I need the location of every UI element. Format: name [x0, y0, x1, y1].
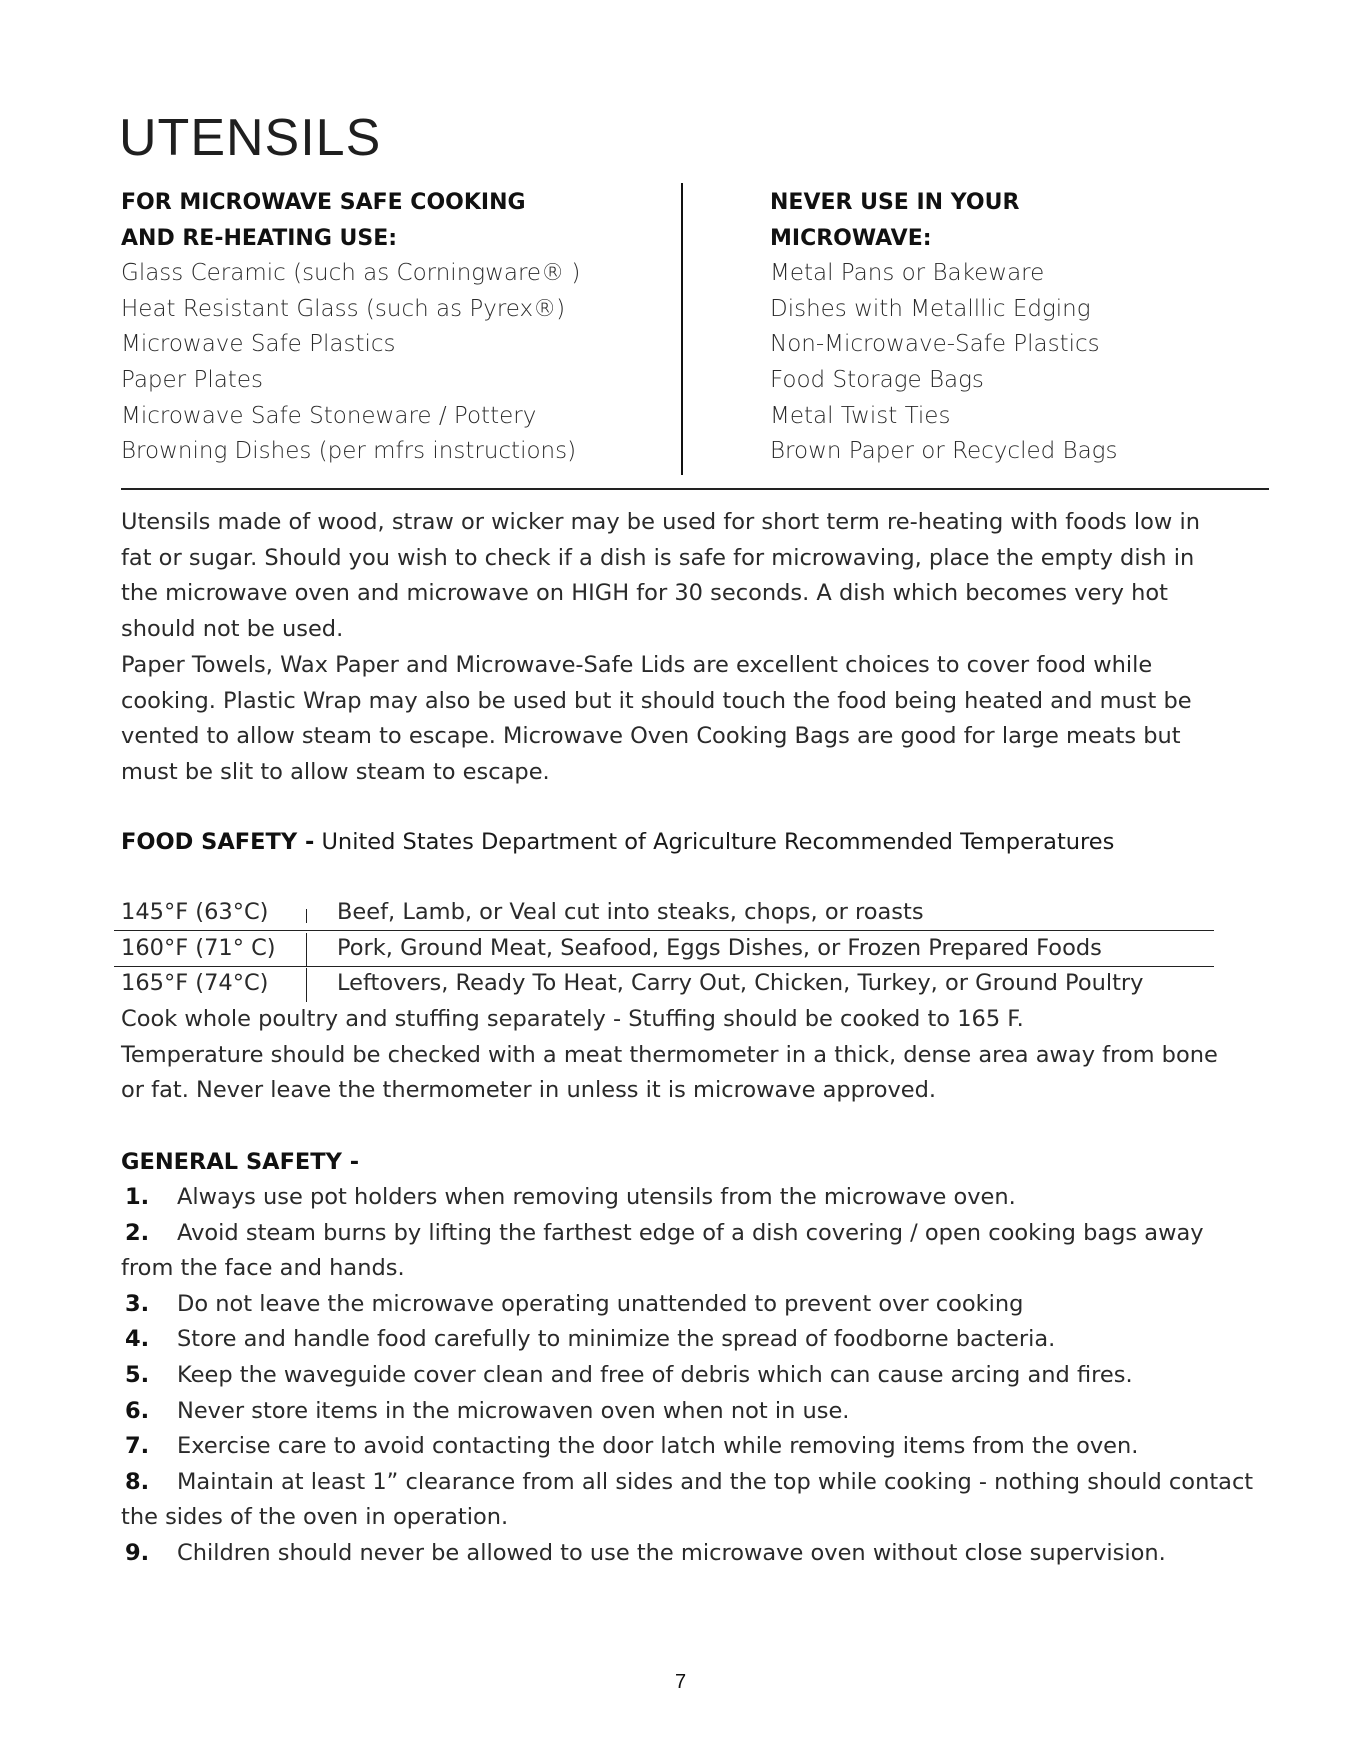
- safe-utensils-heading-line2: AND RE-HEATING USE:: [121, 225, 398, 251]
- table-row: [114, 931, 1214, 967]
- cell-separator: [306, 968, 307, 1002]
- safe-utensil-item: Heat Resistant Glass (such as Pyrex®): [121, 295, 566, 322]
- safe-utensils-heading-line1: FOR MICROWAVE SAFE COOKING: [121, 190, 526, 215]
- page-number: 7: [674, 1671, 687, 1693]
- list-number: 4.: [125, 1326, 150, 1353]
- safe-utensil-item: Browning Dishes (per mfrs instructions): [121, 438, 577, 465]
- list-text: Keep the waveguide cover clean and free of debris which can cause arcing and fires.: [177, 1361, 1133, 1388]
- general-safety-list: [121, 1180, 1291, 1572]
- table-row: [114, 966, 1214, 1002]
- never-use-heading-line1: NEVER USE IN YOUR: [770, 190, 1020, 215]
- list-item: [121, 1394, 1291, 1430]
- list-number: 2.: [125, 1219, 150, 1246]
- list-item: [121, 1216, 1291, 1287]
- cell-separator: [306, 909, 307, 923]
- list-text: Store and handle food carefully to minimize the spread of foodborne bacteria.: [177, 1326, 1056, 1353]
- cover-food-paragraph: Paper Towels, Wax Paper and Microwave-Safe Lids are excellent choices to cover food while cooking. Plastic Wrap may also be used but it should touch the food being heated and must be vented to allow steam to escape. Microwave Oven Cooking Bags are good for large meats but must be slit to allow steam to escape.: [121, 652, 1192, 785]
- table-row: [114, 895, 1214, 931]
- never-use-column: [770, 185, 1330, 470]
- general-safety-heading: GENERAL SAFETY -: [121, 1149, 360, 1175]
- list-text: Do not leave the microwave operating unattended to prevent over cooking: [177, 1290, 1024, 1317]
- list-text: Always use pot holders when removing utensils from the microwave oven.: [177, 1184, 1016, 1210]
- list-item: [121, 1536, 1291, 1572]
- never-use-item: Metal Pans or Bakeware: [770, 260, 1045, 287]
- page-title: UTENSILS: [119, 109, 382, 167]
- list-text: Never store items in the microwaven oven when not in use.: [177, 1397, 850, 1424]
- list-number: 5.: [125, 1361, 150, 1388]
- list-number: 8.: [125, 1468, 150, 1495]
- never-use-item: Food Storage Bags: [770, 366, 984, 393]
- safe-utensil-item: Microwave Safe Plastics: [121, 331, 396, 358]
- list-number: 7.: [125, 1433, 150, 1460]
- list-text: Children should never be allowed to use the microwave oven without close supervision.: [177, 1539, 1166, 1566]
- table-rule: [114, 966, 1214, 967]
- list-number: 1.: [125, 1184, 150, 1210]
- food-safety-heading: [121, 825, 1114, 861]
- temperature-cell: 160°F (71° C): [121, 934, 276, 961]
- food-cell: Pork, Ground Meat, Seafood, Eggs Dishes, or Frozen Prepared Foods: [337, 934, 1102, 961]
- safe-utensil-item: Microwave Safe Stoneware / Pottery: [121, 402, 537, 429]
- cell-separator: [306, 933, 307, 967]
- list-number: 3.: [125, 1290, 150, 1317]
- section-divider: [121, 488, 1269, 490]
- never-use-item: Metal Twist Ties: [770, 402, 951, 429]
- food-cell: Beef, Lamb, or Veal cut into steaks, chops, or roasts: [337, 899, 924, 925]
- never-use-item: Non-Microwave-Safe Plastics: [770, 331, 1100, 358]
- list-number: 6.: [125, 1397, 150, 1424]
- list-item: [121, 1322, 1291, 1358]
- never-use-item: Brown Paper or Recycled Bags: [770, 438, 1118, 465]
- list-item: [121, 1180, 1291, 1216]
- food-cell: Leftovers, Ready To Heat, Carry Out, Chicken, Turkey, or Ground Poultry: [337, 970, 1144, 997]
- safe-utensil-item: Glass Ceramic (such as Corningware® ): [121, 260, 581, 287]
- food-safety-subtitle: United States Department of Agriculture Recommended Temperatures: [314, 829, 1115, 855]
- list-number: 9.: [125, 1539, 150, 1566]
- never-use-heading-line2: MICROWAVE:: [770, 225, 932, 251]
- safe-utensil-item: Paper Plates: [121, 366, 263, 393]
- temperature-table: [114, 895, 1214, 1002]
- temperature-cell: 145°F (63°C): [121, 899, 269, 925]
- temperature-cell: 165°F (74°C): [121, 970, 269, 997]
- list-text: Maintain at least 1” clearance from all sides and the top while cooking - nothing should contact the sides of the oven in operation.: [121, 1468, 1254, 1531]
- list-item: [121, 1287, 1291, 1323]
- list-item: [121, 1429, 1291, 1465]
- never-use-item: Dishes with Metalllic Edging: [770, 295, 1091, 322]
- utensils-paragraph: Utensils made of wood, straw or wicker may be used for short term re-heating with foods low in fat or sugar. Should you wish to check if a dish is safe for microwaving, place the empty dish in the microwave oven and microwave on HIGH for 30 seconds. A dish which becomes very hot should not be used.: [121, 509, 1200, 642]
- column-divider: [681, 183, 683, 475]
- list-text: Exercise care to avoid contacting the door latch while removing items from the oven.: [177, 1433, 1139, 1460]
- table-rule: [114, 930, 1214, 931]
- safe-utensils-column: [121, 185, 661, 470]
- food-safety-label: FOOD SAFETY -: [121, 829, 315, 855]
- list-item: [121, 1465, 1291, 1536]
- list-item: [121, 1358, 1291, 1394]
- food-safety-notes: Cook whole poultry and stuffing separately - Stuffing should be cooked to 165 F. Temperature should be checked with a meat thermometer in a thick, dense area away from bone or fat. Never leave the thermometer in unless it is microwave approved.: [121, 1006, 1218, 1104]
- list-text: Avoid steam burns by lifting the farthest edge of a dish covering / open cooking bags away from the face and hands.: [121, 1219, 1204, 1282]
